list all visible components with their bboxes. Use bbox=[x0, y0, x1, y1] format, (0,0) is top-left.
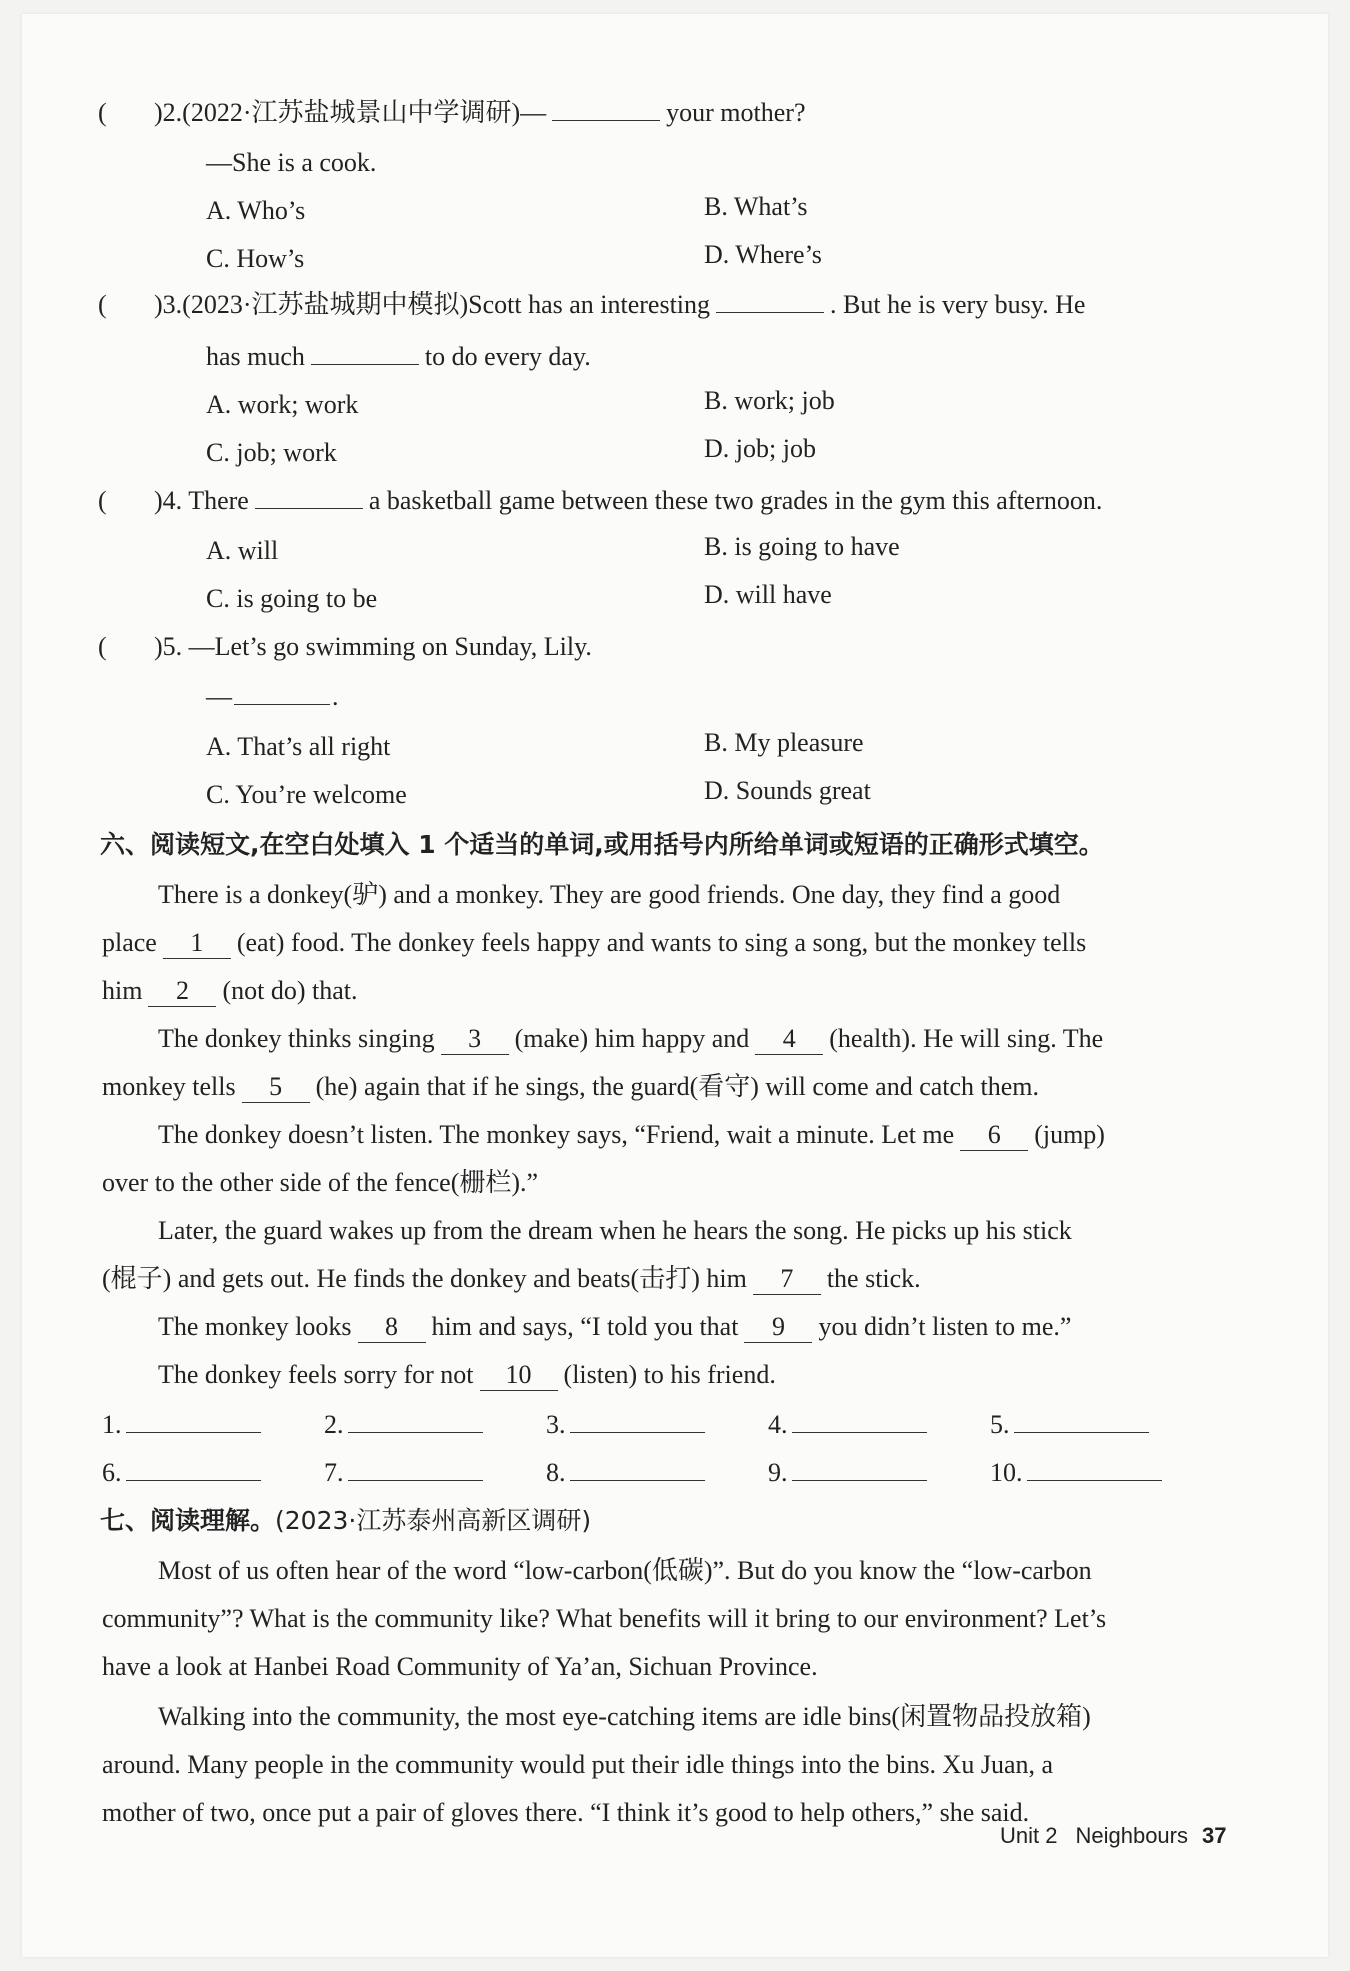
answer-blank bbox=[255, 486, 363, 509]
question-3-stem: ( )3.(2023·江苏盐城期中模拟)Scott has an interesting . But he is very busy. He bbox=[98, 290, 1086, 319]
answer-line-8: 8. bbox=[546, 1458, 705, 1488]
answer-blank bbox=[716, 290, 824, 313]
numbered-blank: 2 bbox=[148, 976, 216, 1007]
answer-line-7: 7. bbox=[324, 1458, 483, 1488]
option-d: D. Sounds great bbox=[704, 776, 871, 805]
numbered-blank: 3 bbox=[441, 1024, 509, 1055]
answer-line-5: 5. bbox=[990, 1410, 1149, 1440]
passage-line: around. Many people in the community would put their idle things into the bins. Xu Juan, a bbox=[102, 1750, 1054, 1779]
section-6-heading: 六、阅读短文,在空白处填入 1 个适当的单词,或用括号内所给单词或短语的正确形式填空。 bbox=[100, 830, 1104, 859]
answer-line-10: 10. bbox=[990, 1458, 1162, 1488]
passage-line: monkey tells 5 (he) again that if he sings, the guard(看守) will come and catch them. bbox=[102, 1072, 1040, 1101]
answer-blank bbox=[311, 342, 419, 365]
passage-line: Walking into the community, the most eye-catching items are idle bins(闲置物品投放箱) bbox=[158, 1702, 1091, 1731]
option-a: A. Who’s bbox=[206, 196, 306, 225]
option-b: B. My pleasure bbox=[704, 728, 864, 757]
footer-title: Neighbours bbox=[1075, 1823, 1188, 1848]
section-source: (2023·江苏泰州高新区调研) bbox=[275, 1506, 592, 1535]
numbered-blank: 5 bbox=[242, 1072, 310, 1103]
question-2-stem: ( )2.(2022·江苏盐城景山中学调研)— your mother? bbox=[98, 98, 806, 127]
question-3-line2: has much to do every day. bbox=[206, 342, 591, 371]
option-c: C. is going to be bbox=[206, 584, 378, 613]
numbered-blank: 9 bbox=[744, 1312, 812, 1343]
numbered-blank: 10 bbox=[480, 1360, 558, 1391]
passage-line: Most of us often hear of the word “low-carbon(低碳)”. But do you know the “low-carbon bbox=[158, 1556, 1092, 1585]
numbered-blank: 7 bbox=[753, 1264, 821, 1295]
passage-line: (棍子) and gets out. He finds the donkey and beats(击打) him 7 the stick. bbox=[102, 1264, 921, 1293]
passage-line: place 1 (eat) food. The donkey feels happy and wants to sing a song, but the monkey tells bbox=[102, 928, 1087, 957]
option-d: D. will have bbox=[704, 580, 832, 609]
option-c: C. How’s bbox=[206, 244, 305, 273]
page-number: 37 bbox=[1202, 1823, 1227, 1848]
answer-line-1: 1. bbox=[102, 1410, 261, 1440]
numbered-blank: 6 bbox=[960, 1120, 1028, 1151]
numbered-blank: 8 bbox=[358, 1312, 426, 1343]
answer-line-4: 4. bbox=[768, 1410, 927, 1440]
passage-line: The donkey thinks singing 3 (make) him happy and 4 (health). He will sing. The bbox=[158, 1024, 1104, 1053]
option-b: B. is going to have bbox=[704, 532, 900, 561]
question-2-reply: —She is a cook. bbox=[206, 148, 377, 177]
option-d: D. job; job bbox=[704, 434, 816, 463]
question-5-stem: ( )5. —Let’s go swimming on Sunday, Lily. bbox=[98, 632, 592, 661]
answer-paren: ( bbox=[98, 98, 107, 127]
option-a: A. work; work bbox=[206, 390, 359, 419]
option-d: D. Where’s bbox=[704, 240, 822, 269]
passage-line: The donkey doesn’t listen. The monkey says, “Friend, wait a minute. Let me 6 (jump) bbox=[158, 1120, 1105, 1149]
answer-line-9: 9. bbox=[768, 1458, 927, 1488]
question-4-stem: ( )4. There a basketball game between these two grades in the gym this afternoon. bbox=[98, 486, 1103, 515]
option-c: C. You’re welcome bbox=[206, 780, 407, 809]
answer-blank bbox=[552, 98, 660, 121]
option-b: B. work; job bbox=[704, 386, 835, 415]
answer-blank bbox=[234, 682, 330, 705]
footer-unit: Unit 2 bbox=[1000, 1823, 1058, 1848]
section-7-heading: 七、阅读理解。(2023·江苏泰州高新区调研) bbox=[100, 1506, 592, 1535]
option-c: C. job; work bbox=[206, 438, 337, 467]
passage-line: There is a donkey(驴) and a monkey. They are good friends. One day, they find a good bbox=[158, 880, 1061, 909]
passage-line: The donkey feels sorry for not 10 (listen) to his friend. bbox=[158, 1360, 776, 1389]
answer-line-3: 3. bbox=[546, 1410, 705, 1440]
answer-line-2: 2. bbox=[324, 1410, 483, 1440]
option-a: A. That’s all right bbox=[206, 732, 391, 761]
numbered-blank: 1 bbox=[163, 928, 231, 959]
passage-line: him 2 (not do) that. bbox=[102, 976, 358, 1005]
passage-line: community”? What is the community like? What benefits will it bring to our environment? Let’s bbox=[102, 1604, 1107, 1633]
passage-line: The monkey looks 8 him and says, “I told you that 9 you didn’t listen to me.” bbox=[158, 1312, 1072, 1341]
answer-line-6: 6. bbox=[102, 1458, 261, 1488]
question-5-reply: — . bbox=[206, 682, 339, 711]
passage-line: have a look at Hanbei Road Community of Ya’an, Sichuan Province. bbox=[102, 1652, 818, 1681]
numbered-blank: 4 bbox=[755, 1024, 823, 1055]
page-footer bbox=[1000, 1823, 1226, 1849]
passage-line: over to the other side of the fence(栅栏).” bbox=[102, 1168, 539, 1197]
passage-line: Later, the guard wakes up from the dream when he hears the song. He picks up his stick bbox=[158, 1216, 1072, 1245]
option-a: A. will bbox=[206, 536, 279, 565]
passage-line: mother of two, once put a pair of gloves there. “I think it’s good to help others,” she said. bbox=[102, 1798, 1030, 1827]
option-b: B. What’s bbox=[704, 192, 808, 221]
